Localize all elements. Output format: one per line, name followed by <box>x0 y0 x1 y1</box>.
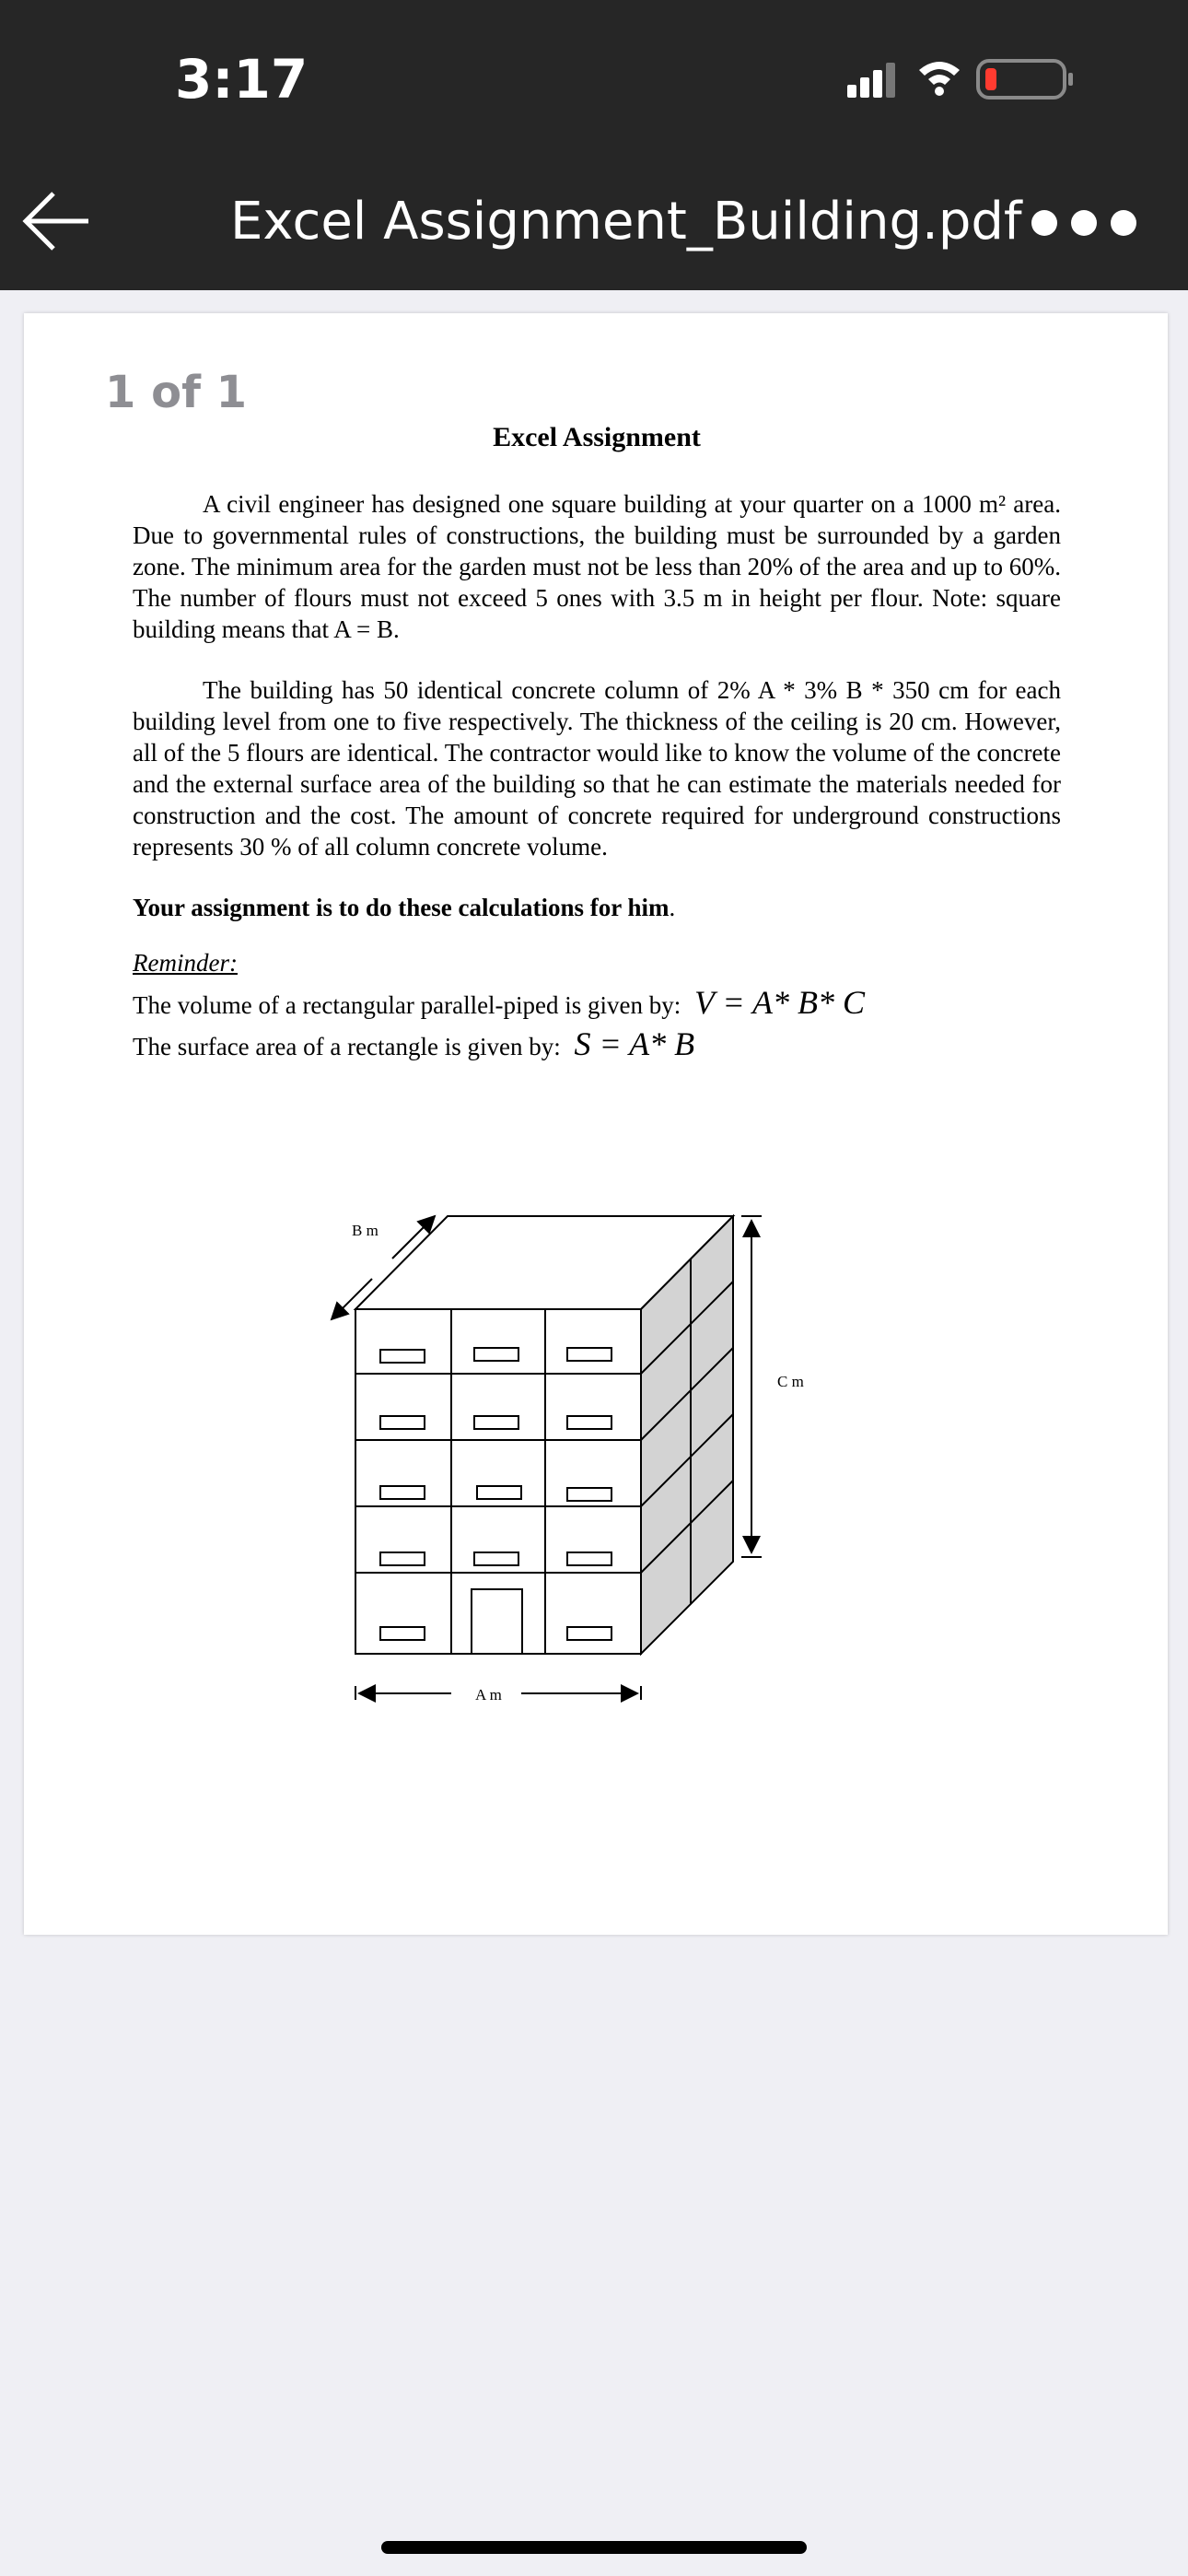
surface-line <box>133 1025 1061 1066</box>
status-time: 3:17 <box>175 48 309 111</box>
paragraph-1: A civil engineer has designed one square building at your quarter on a 1000 m² area. Due to governmental rules of constructions, the building must be surrounded by a garden zone. The minimum area for the garden must not be less than 20% of the area and up to 60%. The number of flours must not exceed 5 ones with 3.5 m in height per flour. Note: square building means that A = B. <box>133 490 1061 643</box>
more-button[interactable] <box>1024 205 1144 241</box>
wifi-icon <box>919 62 960 96</box>
page-counter: 1 of 1 <box>105 367 248 418</box>
surface-formula: S = A* B <box>574 1025 695 1062</box>
ellipsis-icon <box>1024 205 1144 241</box>
volume-formula: V = A* B* C <box>694 984 866 1021</box>
back-button[interactable] <box>18 184 92 258</box>
building-diagram <box>304 1175 820 1727</box>
label-a: A m <box>475 1686 502 1704</box>
document-content <box>133 422 1061 1066</box>
volume-text: The volume of a rectangular parallel-piped is given by: <box>133 991 681 1019</box>
document-title: Excel Assignment_Building.pdf <box>230 192 1022 252</box>
assignment-period: . <box>669 894 676 921</box>
home-indicator[interactable] <box>381 2541 807 2554</box>
surface-text: The surface area of a rectangle is given by: <box>133 1033 561 1060</box>
label-b: B m <box>352 1222 379 1239</box>
assignment-text: Your assignment is to do these calculations for him <box>133 894 670 921</box>
status-icons <box>847 57 1087 108</box>
arrow-left-icon <box>18 184 92 258</box>
assignment-line <box>133 892 1061 923</box>
reminder-label: Reminder: <box>133 949 238 977</box>
volume-line <box>133 983 1061 1025</box>
door <box>472 1589 522 1654</box>
label-c: C m <box>777 1373 804 1390</box>
signal-icon <box>847 63 895 98</box>
doc-title: Excel Assignment <box>493 422 701 452</box>
battery-icon <box>978 61 1073 98</box>
top-bar <box>0 0 1188 290</box>
paragraph-2: The building has 50 identical concrete column of 2% A * 3% B * 350 cm for each building level from one to five respectively. The thickness of the ceiling is 20 cm. However, all of the 5 flours are identical. The contractor would like to know the volume of the concrete and the external surface area of the building so that he can estimate the materials needed for construction and the cost. The amount of concrete required for underground constructions represents 30 % of all column concrete volume. <box>133 676 1061 861</box>
